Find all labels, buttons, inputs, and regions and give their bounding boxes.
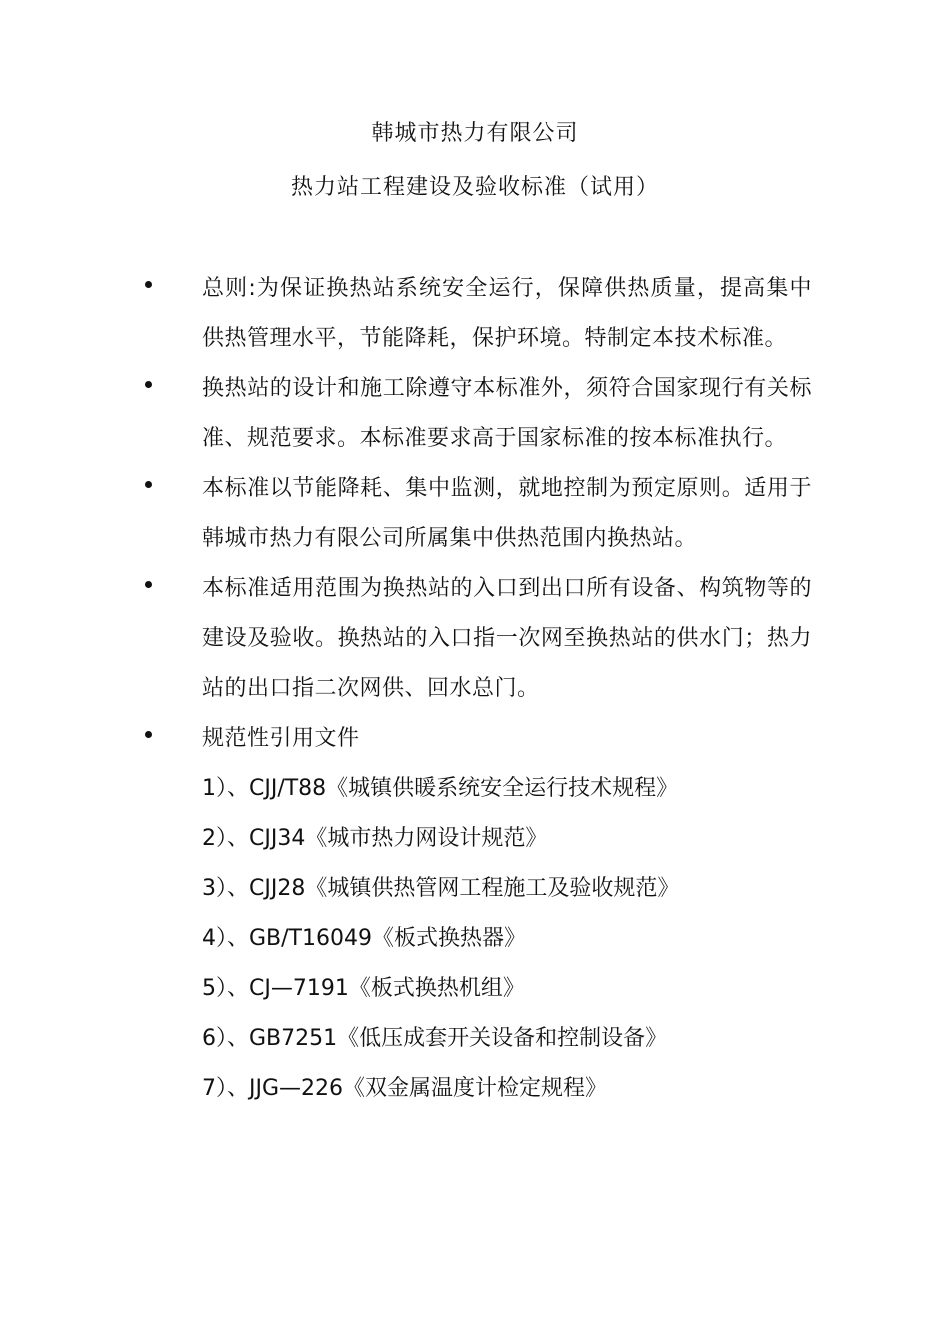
bullet-item-general (0, 264, 950, 364)
bullet-text: 规范性引用文件 (202, 726, 360, 751)
reference-item: 6）、GB7251《低压成套开关设备和控制设备》 (202, 1026, 668, 1051)
bullet-dot-icon (145, 731, 152, 738)
bullet-item-compliance (0, 364, 950, 464)
reference-item: 4）、GB/T16049《板式换热器》 (202, 926, 526, 951)
bullet-text: 本标准以节能降耗、集中监测，就地控制为预定原则。适用于韩城市热力有限公司所属集中供热范围内换热站。 (202, 476, 812, 551)
document-title: 热力站工程建设及验收标准（试用） (290, 175, 659, 200)
bullet-text: 总则:为保证换热站系统安全运行，保障供热质量，提高集中供热管理水平，节能降耗，保护环境。特制定本技术标准。 (202, 276, 812, 351)
bullet-dot-icon (145, 281, 152, 288)
bullet-item-references (0, 714, 950, 1114)
bullet-dot-icon (145, 381, 152, 388)
reference-list (0, 764, 950, 1114)
reference-item: 2）、CJJ34《城市热力网设计规范》 (202, 826, 548, 851)
document-company-title: 韩城市热力有限公司 (371, 121, 579, 146)
reference-item: 1）、CJJ/T88《城镇供暖系统安全运行技术规程》 (202, 776, 679, 801)
bullet-dot-icon (145, 481, 152, 488)
bullet-text: 换热站的设计和施工除遵守本标准外，须符合国家现行有关标准、规范要求。本标准要求高于国家标准的按本标准执行。 (202, 376, 812, 451)
bullet-text: 本标准适用范围为换热站的入口到出口所有设备、构筑物等的建设及验收。换热站的入口指一次网至换热站的供水门；热力站的出口指二次网供、回水总门。 (202, 576, 812, 701)
reference-item: 7）、JJG—226《双金属温度计检定规程》 (202, 1076, 608, 1101)
bullet-dot-icon (145, 581, 152, 588)
bullet-item-scope (0, 564, 950, 714)
reference-item: 5）、CJ—7191《板式换热机组》 (202, 976, 525, 1001)
bullet-list (0, 264, 950, 1114)
reference-item: 3）、CJJ28《城镇供热管网工程施工及验收规范》 (202, 876, 680, 901)
bullet-item-principle (0, 464, 950, 564)
